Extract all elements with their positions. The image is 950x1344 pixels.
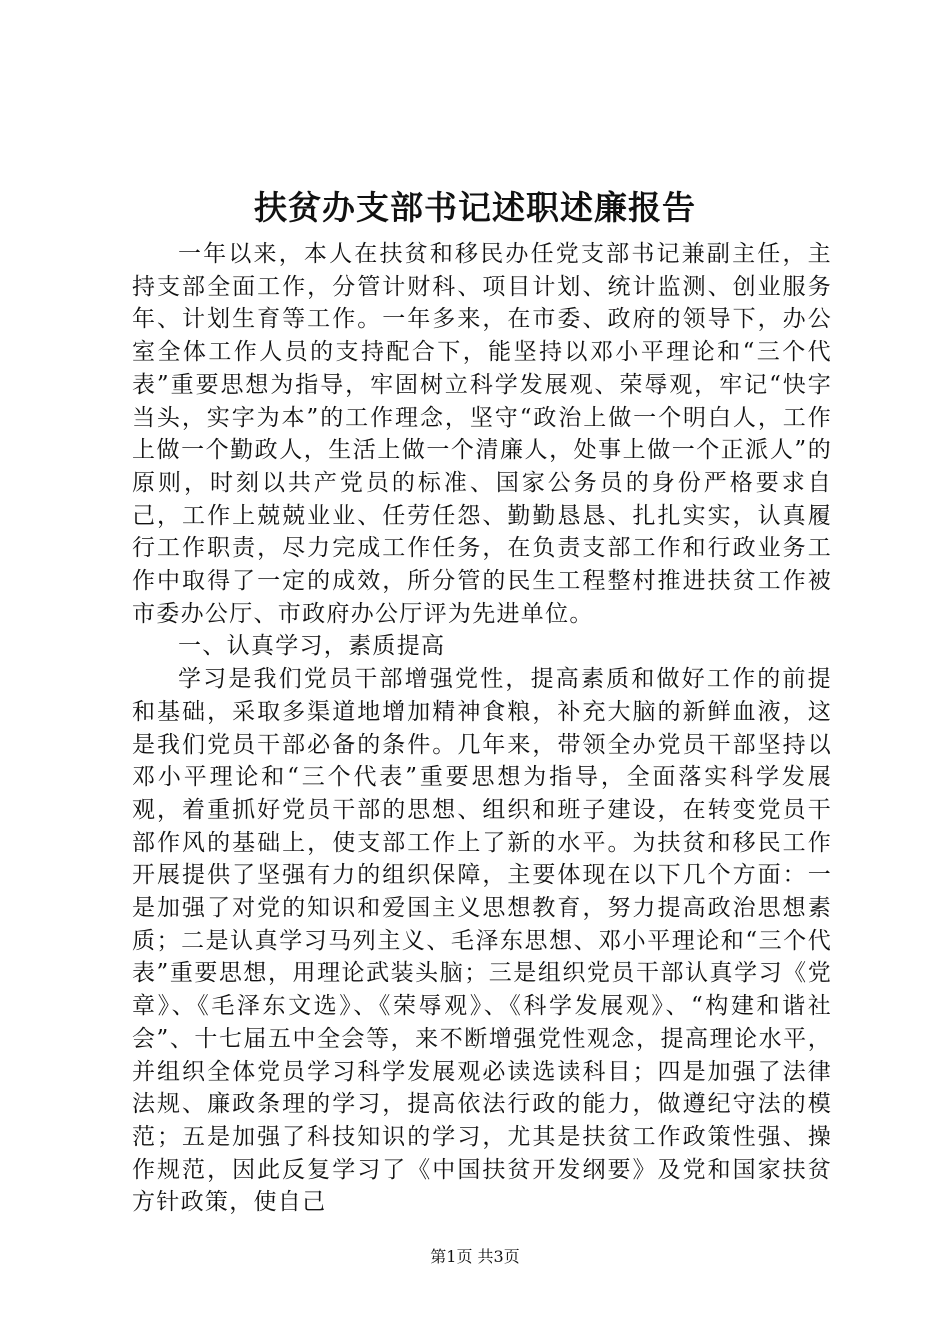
document-body: [132, 238, 832, 1219]
page-number: 第1页 共3页: [430, 1247, 520, 1266]
section-heading-study: 一、认真学习，素质提高: [178, 633, 446, 660]
paragraph-study: 学习是我们党员干部增强党性，提高素质和做好工作的前提和基础，采取多渠道地增加精神食粮，补充大脑的新鲜血液，这是我们党员干部必备的条件。几年来，带领全办党员干部坚持以邓小平理论和“三个代表”重要思想为指导，全面落实科学发展观，着重抓好党员干部的思想、组织和班子建设，在转变党员干部作风的基础上，使支部工作上了新的水平。为扶贫和移民工作开展提供了坚强有力的组织保障，主要体现在以下几个方面：一是加强了对党的知识和爱国主义思想教育，努力提高政治思想素质；二是认真学习马列主义、毛泽东思想、邓小平理论和“三个代表”重要思想，用理论武装头脑；三是组织党员干部认真学习《党章》、《毛泽东文选》、《荣辱观》、《科学发展观》、“构建和谐社会”、十七届五中全会等，来不断增强党性观念，提高理论水平，并组织全体党员学习科学发展观必读选读科目；四是加强了法律法规、廉政条理的学习，提高依法行政的能力，做遵纪守法的模范；五是加强了科技知识的学习，尤其是扶贫工作政策性强、操作规范，因此反复学习了《中国扶贫开发纲要》及党和国家扶贫方针政策，使自己: [132, 666, 832, 1216]
document-title: 扶贫办支部书记述职述廉报告: [254, 188, 696, 227]
paragraph-intro: 一年以来，本人在扶贫和移民办任党支部书记兼副主任，主持支部全面工作，分管计财科、项目计划、统计监测、创业服务年、计划生育等工作。一年多来，在市委、政府的领导下，办公室全体工作人员的支持配合下，能坚持以邓小平理论和“三个代表”重要思想为指导，牢固树立科学发展观、荣辱观，牢记“快字当头，实字为本”的工作理念，坚守“政治上做一个明白人，工作上做一个勤政人，生活上做一个清廉人，处事上做一个正派人”的原则，时刻以共产党员的标准、国家公务员的身份严格要求自己，工作上兢兢业业、任劳任怨、勤勤恳恳、扎扎实实，认真履行工作职责，尽力完成工作任务，在负责支部工作和行政业务工作中取得了一定的成效，所分管的民生工程整村推进扶贫工作被市委办公厅、市政府办公厅评为先进单位。: [132, 241, 832, 627]
